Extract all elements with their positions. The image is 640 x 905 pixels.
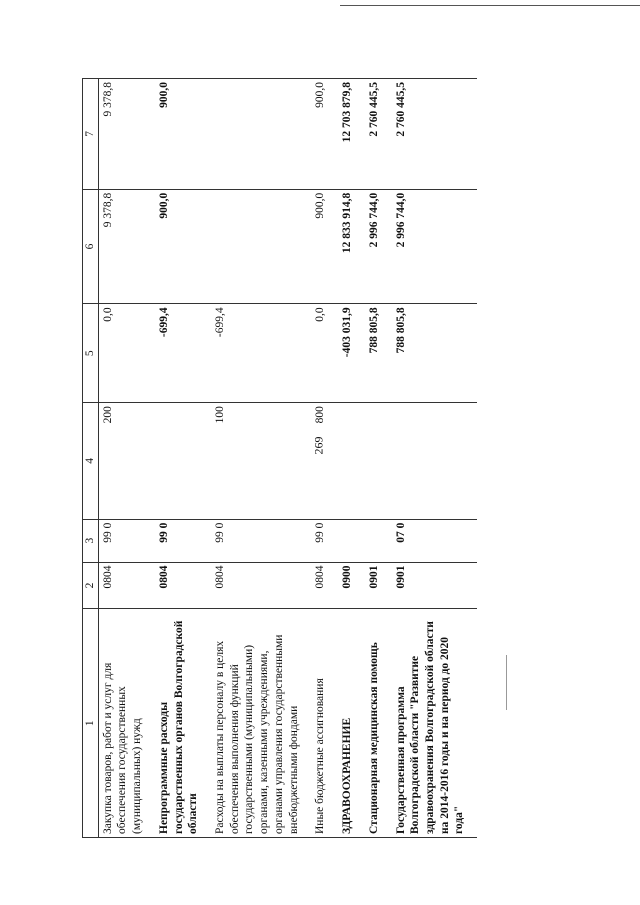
table-row <box>338 79 365 838</box>
rotated-table-container <box>82 78 472 838</box>
row-name: Стационарная медицинская помощь <box>365 609 392 838</box>
table-row <box>392 79 478 838</box>
row-name: Закупка товаров, работ и услуг для обеспечения государственных (муниципальных) нужд <box>98 609 155 838</box>
header-col-7: 7 <box>83 79 99 190</box>
header-col-5: 5 <box>83 304 99 403</box>
row-amount-2015: 2 996 744,0 <box>392 189 478 304</box>
row-section: 0900 <box>338 562 365 609</box>
row-amount-2015: 900,0 <box>311 189 338 304</box>
row-name: Государственная программа Волгоградской области "Развитие здравоохранения Волгоградской области на 2014-2016 годы и на период до 2020 года" <box>392 609 478 838</box>
header-col-2: 2 <box>83 562 99 609</box>
row-amount-2015: 12 833 914,8 <box>338 189 365 304</box>
table-row <box>211 79 311 838</box>
row-change: 788 805,8 <box>365 304 392 403</box>
header-col-3: 3 <box>83 519 99 562</box>
row-change: 0,0 <box>98 304 155 403</box>
row-change: 0,0 <box>311 304 338 403</box>
row-change: -699,4 <box>211 304 311 403</box>
row-name: Иные бюджетные ассигнования <box>311 609 338 838</box>
table-row <box>155 79 211 838</box>
row-section: 0804 <box>155 562 211 609</box>
row-amount-2015 <box>211 189 311 304</box>
row-article: 99 0 <box>155 519 211 562</box>
row-change: 788 805,8 <box>392 304 478 403</box>
row-change: -403 031,9 <box>338 304 365 403</box>
row-section: 0804 <box>98 562 155 609</box>
row-amount-2016: 2 760 445,5 <box>365 79 392 190</box>
table-header-row <box>83 79 99 838</box>
row-name: Расходы на выплаты персоналу в целях обеспечения выполнения функций государственными (муниципальными) органами, казенными учреждениями, органами управления государственными внебюджетными фондами <box>211 609 311 838</box>
row-section: 0804 <box>311 562 338 609</box>
row-article <box>365 519 392 562</box>
row-amount-2016: 9 378,8 <box>98 79 155 190</box>
row-name: Непрограммные расходы государственных органов Волгоградской области <box>155 609 211 838</box>
page-number: 269 <box>311 436 326 455</box>
row-expense-type <box>338 403 365 520</box>
row-article: 99 0 <box>211 519 311 562</box>
row-expense-type <box>155 403 211 520</box>
row-amount-2016: 900,0 <box>311 79 338 190</box>
top-rule <box>340 5 640 6</box>
row-amount-2016: 12 703 879,8 <box>338 79 365 190</box>
row-section: 0901 <box>392 562 478 609</box>
row-expense-type: 800 <box>311 403 338 520</box>
row-article: 99 0 <box>311 519 338 562</box>
budget-table <box>82 78 477 838</box>
header-col-1: 1 <box>83 609 99 838</box>
row-amount-2016: 2 760 445,5 <box>392 79 478 190</box>
table-row <box>311 79 338 838</box>
table-row <box>98 79 155 838</box>
row-expense-type: 200 <box>98 403 155 520</box>
row-expense-type: 100 <box>211 403 311 520</box>
row-amount-2016: 900,0 <box>155 79 211 190</box>
margin-mark <box>506 655 507 710</box>
table-row <box>365 79 392 838</box>
row-name: ЗДРАВООХРАНЕНИЕ <box>338 609 365 838</box>
row-amount-2015: 900,0 <box>155 189 211 304</box>
row-section: 0901 <box>365 562 392 609</box>
row-article: 07 0 <box>392 519 478 562</box>
row-section: 0804 <box>211 562 311 609</box>
row-article: 99 0 <box>98 519 155 562</box>
row-expense-type <box>392 403 478 520</box>
row-change: -699,4 <box>155 304 211 403</box>
row-amount-2015: 2 996 744,0 <box>365 189 392 304</box>
header-col-6: 6 <box>83 189 99 304</box>
row-amount-2015: 9 378,8 <box>98 189 155 304</box>
header-col-4: 4 <box>83 403 99 520</box>
row-amount-2016 <box>211 79 311 190</box>
row-expense-type <box>365 403 392 520</box>
row-article <box>338 519 365 562</box>
